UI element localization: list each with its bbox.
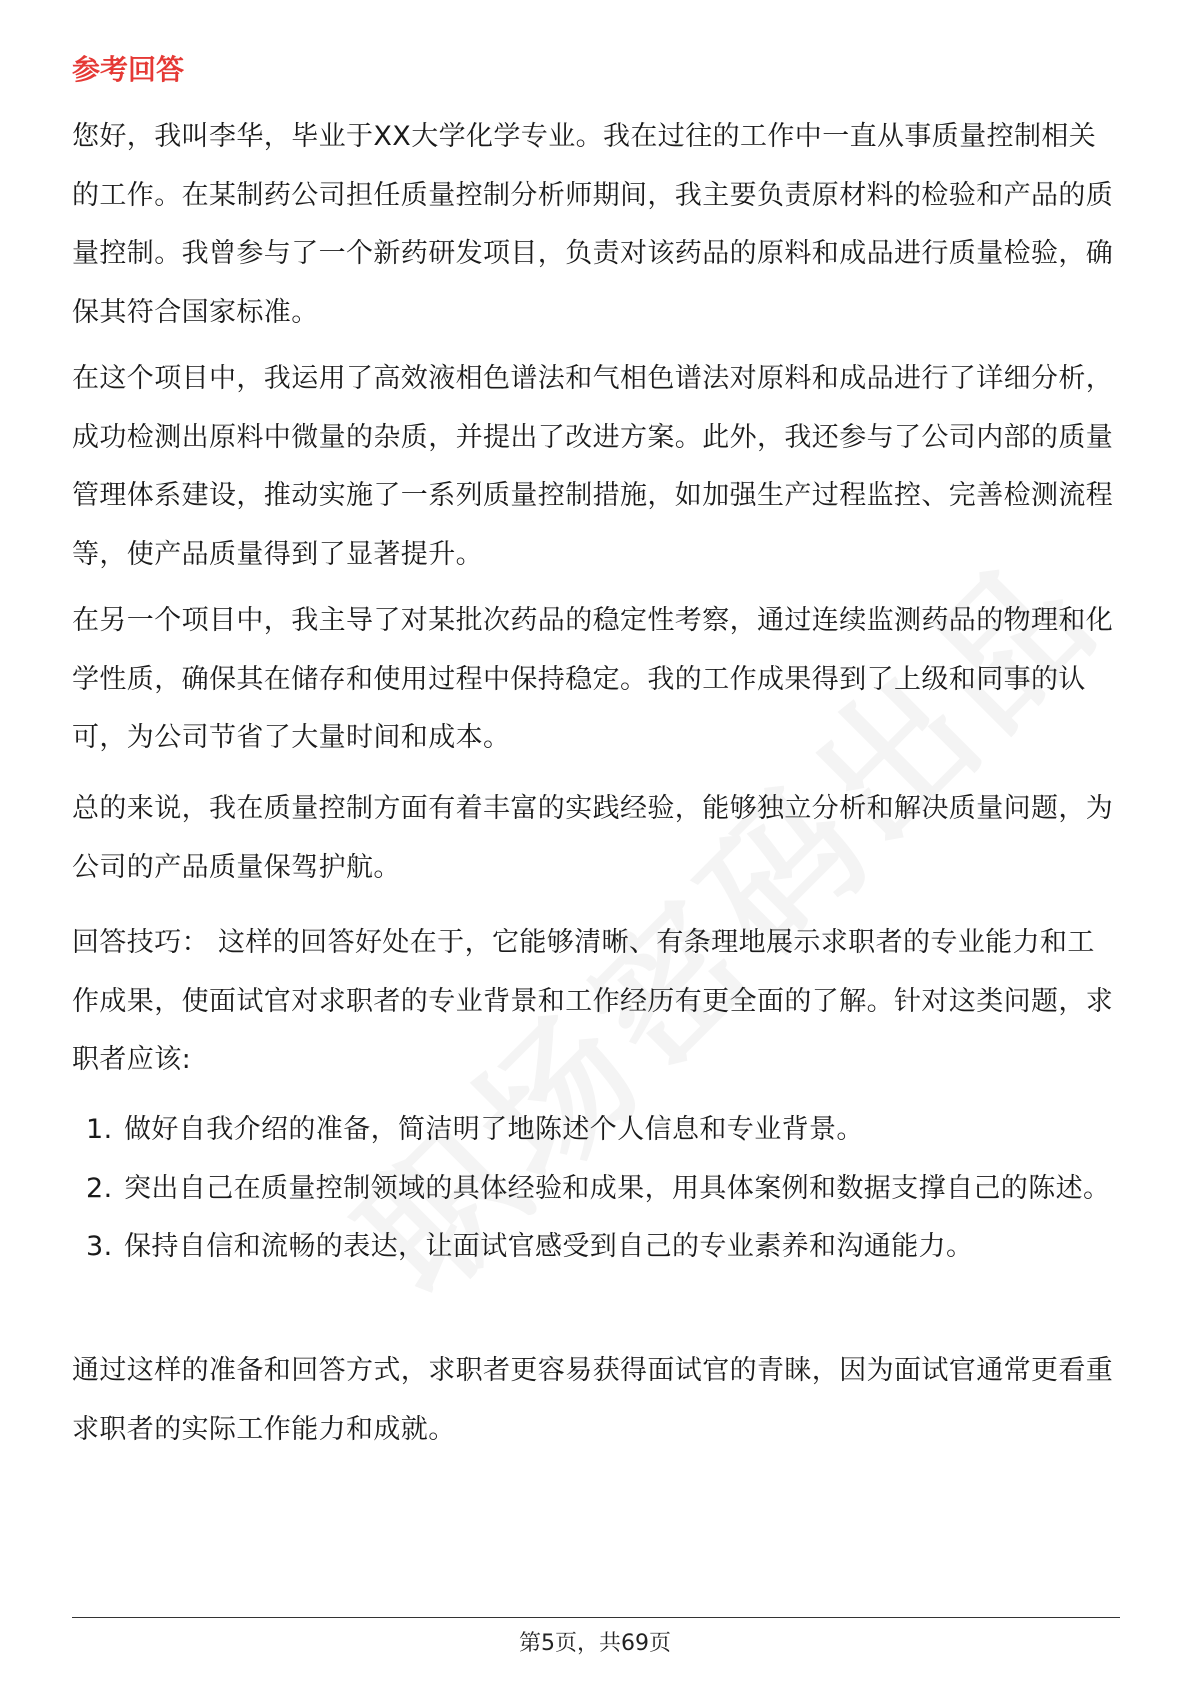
list-number: 1. xyxy=(86,1114,113,1145)
list-number: 2. xyxy=(86,1172,113,1204)
paragraph-tips: 回答技巧： 这样的回答好处在于，它能够清晰、有条理地展示求职者的专业能力和工作成果，使面试官对求职者的专业背景和工作经历有更全面的了解。针对这类问题，求职者应该: xyxy=(72,927,1114,1075)
section-heading: 参考回答 xyxy=(72,53,185,86)
list-item xyxy=(72,1160,1120,1219)
list-number: 3. xyxy=(86,1231,113,1262)
paragraph-closing: 通过这样的准备和回答方式，求职者更容易获得面试官的青睐，因为面试官通常更看重求职者的实际工作能力和成就。 xyxy=(72,1355,1114,1445)
document-page xyxy=(72,0,1120,1684)
paragraph-intro: 您好，我叫李华，毕业于XX大学化学专业。我在过往的工作中一直从事质量控制相关的工作。在某制药公司担任质量控制分析师期间，我主要负责原材料的检验和产品的质量控制。我曾参与了一个新药研发项目，负责对该药品的原料和成品进行质量检验，确保其符合国家标准。 xyxy=(72,121,1114,328)
list-item xyxy=(72,1101,1120,1160)
footer-divider xyxy=(72,1617,1120,1618)
list-item-text: 保持自信和流畅的表达，让面试官感受到自己的专业素养和沟通能力。 xyxy=(124,1231,974,1262)
list-item-text: 做好自我介绍的准备，简洁明了地陈述个人信息和专业背景。 xyxy=(124,1114,864,1145)
tips-list xyxy=(72,1101,1120,1277)
paragraph-summary: 总的来说，我在质量控制方面有着丰富的实践经验，能够独立分析和解决质量问题，为公司的产品质量保驾护航。 xyxy=(72,793,1114,883)
list-item-text: 突出自己在质量控制领域的具体经验和成果，用具体案例和数据支撑自己的陈述。 xyxy=(124,1172,1111,1204)
page-number: 第5页，共69页 xyxy=(519,1631,671,1656)
list-item xyxy=(72,1218,1120,1277)
paragraph-stability: 在另一个项目中，我主导了对某批次药品的稳定性考察，通过连续监测药品的物理和化学性质，确保其在储存和使用过程中保持稳定。我的工作成果得到了上级和同事的认可，为公司节省了大量时间和成本。 xyxy=(72,605,1114,753)
paragraph-project: 在这个项目中，我运用了高效液相色谱法和气相色谱法对原料和成品进行了详细分析，成功检测出原料中微量的杂质，并提出了改进方案。此外，我还参与了公司内部的质量管理体系建设，推动实施了一系列质量控制措施，如加强生产过程监控、完善检测流程等，使产品质量得到了显著提升。 xyxy=(72,363,1114,570)
